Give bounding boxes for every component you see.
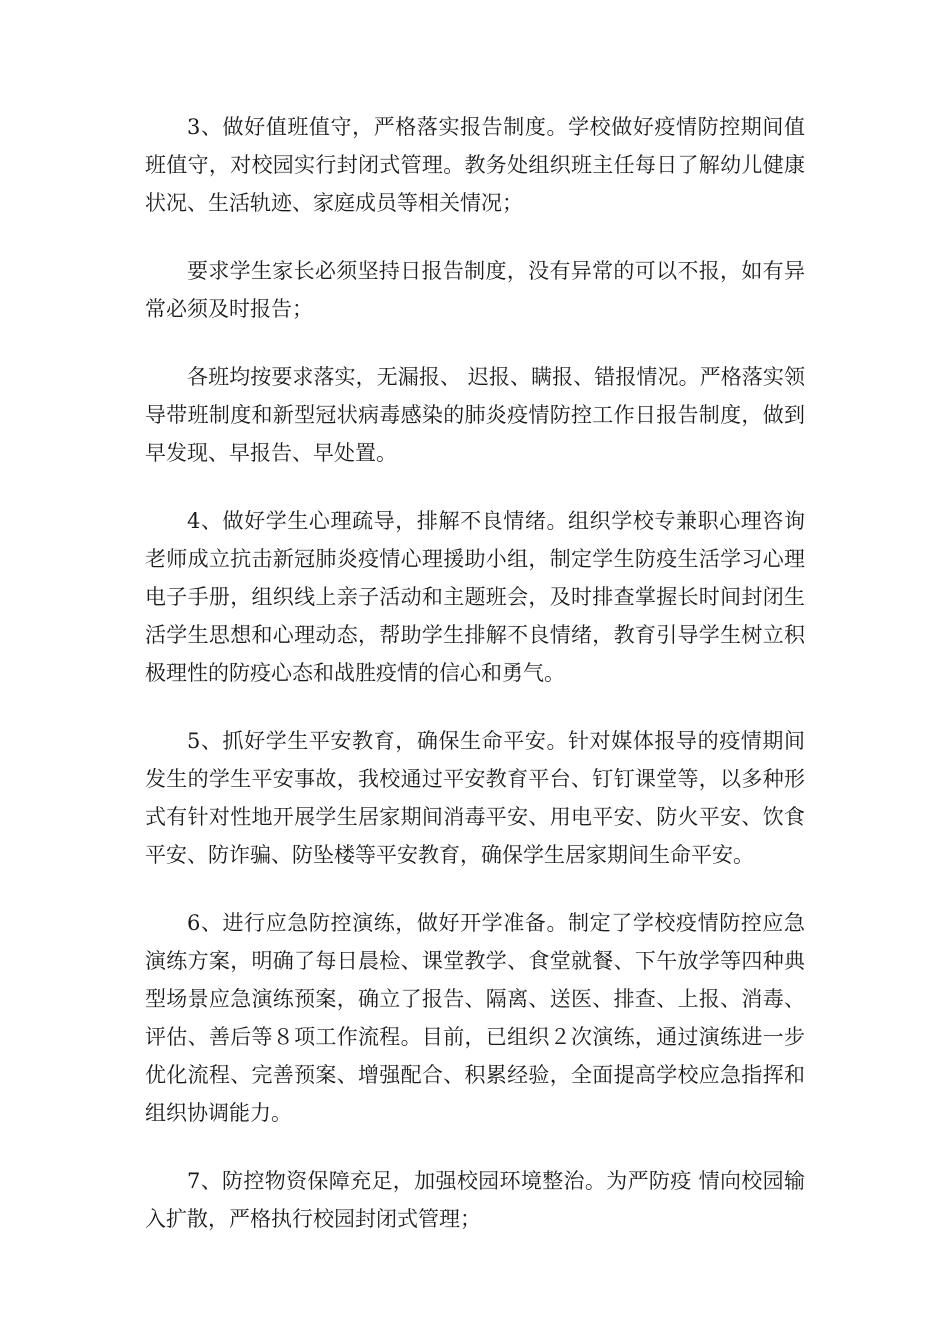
paragraph-supplies-environment: 7、防控物资保障充足，加强校园环境整治。为严防疫 情向校园输入扩散，严格执行校园封闭式管理； <box>145 1169 805 1231</box>
paragraph-class-implementation: 各班均按要求落实，无漏报、 迟报、瞒报、错报情况。严格落实领导带班制度和新型冠状病毒感染的肺炎疫情防控工作日报告制度，做到早发现、早报告、早处置。 <box>145 365 805 465</box>
paragraph-emergency-drill: 6、进行应急防控演练，做好开学准备。制定了学校疫情防控应急演练方案，明确了每日晨检、课堂教学、食堂就餐、下午放学等四种典型场景应急演练预案，确立了报告、隔离、送医、排查、上报、消毒、评估、善后等８项工作流程。目前，已组织２次演练，通过演练进一步优化流程、完善预案、增强配合、积累经验，全面提高学校应急指挥和组织协调能力。 <box>145 911 805 1125</box>
paragraph-duty-reporting: 3、做好值班值守，严格落实报告制度。学校做好疫情防控期间值班值守，对校园实行封闭式管理。教务处组织班主任每日了解幼儿健康状况、生活轨迹、家庭成员等相关情况； <box>145 115 805 215</box>
paragraph-psychological-counseling: 4、做好学生心理疏导，排解不良情绪。组织学校专兼职心理咨询老师成立抗击新冠肺炎疫情心理援助小组，制定学生防疫生活学习心理电子手册，组织线上亲子活动和主题班会，及时排查掌握长时间封闭生活学生思想和心理动态，帮助学生排解不良情绪，教育引导学生树立积极理性的防疫心态和战胜疫情的信心和勇气。 <box>145 509 805 685</box>
document-body <box>145 108 805 1268</box>
paragraph-safety-education: 5、抓好学生平安教育，确保生命平安。针对媒体报导的疫情期间发生的学生平安事故，我校通过平安教育平台、钉钉课堂等，以多种形式有针对性地开展学生居家期间消毒平安、用电平安、防火平安、饮食平安、防诈骗、防坠楼等平安教育，确保学生居家期间生命平安。 <box>145 729 805 867</box>
paragraph-parent-daily-report: 要求学生家长必须坚持日报告制度，没有异常的可以不报，如有异常必须及时报告； <box>145 259 805 321</box>
